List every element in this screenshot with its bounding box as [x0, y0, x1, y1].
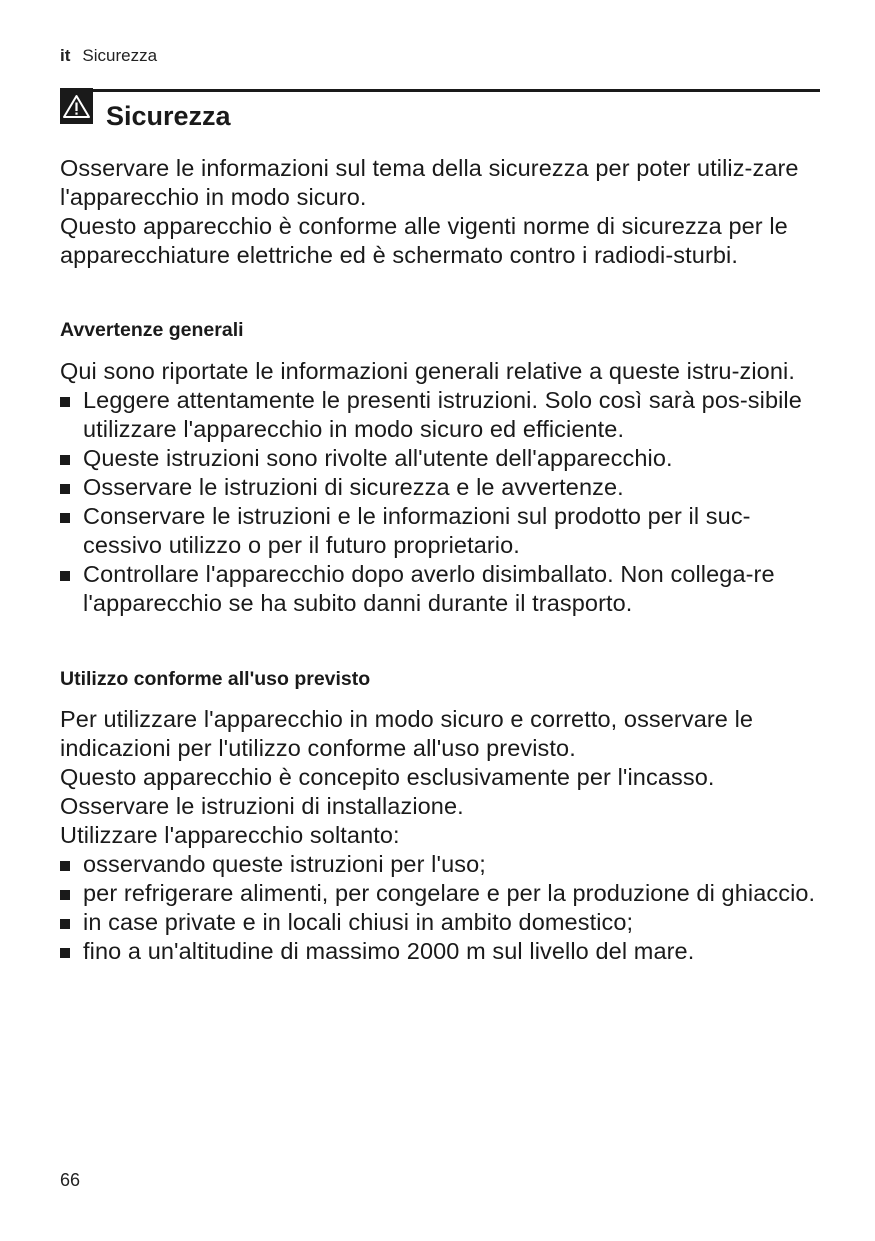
- language-code: it: [60, 46, 71, 65]
- bullet-square-icon: [60, 890, 70, 900]
- section-title: Sicurezza: [106, 101, 231, 131]
- list-item-text: per refrigerare alimenti, per congelare e per la produzione di ghiaccio.: [83, 880, 816, 906]
- list-item-text: Queste istruzioni sono rivolte all'utente dell'apparecchio.: [83, 445, 673, 471]
- list-item-text: Osservare le istruzioni di sicurezza e le avvertenze.: [83, 474, 624, 500]
- list-item-text: Controllare l'apparecchio dopo averlo disimballato. Non collega-re l'apparecchio se ha subito danni durante il trasporto.: [83, 561, 775, 616]
- running-header: [60, 46, 157, 66]
- bullet-square-icon: [60, 513, 70, 523]
- general-warnings-intro: Qui sono riportate le informazioni generali relative a queste istru-zioni.: [60, 358, 795, 384]
- general-warnings-list: [60, 386, 820, 618]
- list-item: [60, 444, 820, 473]
- intro-block: [60, 154, 820, 270]
- list-item-text: fino a un'altitudine di massimo 2000 m sul livello del mare.: [83, 938, 695, 964]
- intro-paragraph: Questo apparecchio è conforme alle vigenti norme di sicurezza per le apparecchiature elettriche ed è schermato contro i radiodi-sturbi.: [60, 213, 788, 268]
- bullet-square-icon: [60, 861, 70, 871]
- manual-page: [60, 0, 820, 1241]
- list-item: [60, 473, 820, 502]
- list-item: [60, 502, 820, 560]
- intended-use-paragraph: Osservare le istruzioni di installazione.: [60, 793, 464, 819]
- list-item: [60, 386, 820, 444]
- intro-paragraph: Osservare le informazioni sul tema della sicurezza per poter utiliz-zare l'apparecchio in modo sicuro.: [60, 155, 799, 210]
- bullet-square-icon: [60, 397, 70, 407]
- title-rule: [60, 89, 820, 92]
- intended-use-paragraph: Utilizzare l'apparecchio soltanto:: [60, 822, 400, 848]
- general-warnings-block: [60, 357, 820, 618]
- list-item-text: osservando queste istruzioni per l'uso;: [83, 851, 486, 877]
- intended-use-paragraph: Questo apparecchio è concepito esclusivamente per l'incasso.: [60, 764, 715, 790]
- list-item: [60, 560, 820, 618]
- bullet-square-icon: [60, 919, 70, 929]
- intended-use-block: [60, 705, 820, 966]
- list-item-text: in case private e in locali chiusi in ambito domestico;: [83, 909, 634, 935]
- bullet-square-icon: [60, 455, 70, 465]
- list-item-text: Conservare le istruzioni e le informazioni sul prodotto per il suc-cessivo utilizzo o per il futuro proprietario.: [83, 503, 751, 558]
- bullet-square-icon: [60, 484, 70, 494]
- general-warnings-heading: Avvertenze generali: [60, 319, 244, 341]
- bullet-square-icon: [60, 948, 70, 958]
- warning-triangle-icon: [60, 88, 93, 124]
- intended-use-heading: Utilizzo conforme all'uso previsto: [60, 668, 371, 690]
- list-item: [60, 850, 820, 879]
- list-item: [60, 937, 820, 966]
- page-number: 66: [60, 1170, 81, 1190]
- list-item: [60, 879, 820, 908]
- intended-use-paragraph: Per utilizzare l'apparecchio in modo sicuro e corretto, osservare le indicazioni per l'utilizzo conforme all'uso previsto.: [60, 706, 754, 761]
- list-item-text: Leggere attentamente le presenti istruzioni. Solo così sarà pos-sibile utilizzare l'apparecchio in modo sicuro ed efficiente.: [83, 387, 802, 442]
- bullet-square-icon: [60, 571, 70, 581]
- list-item: [60, 908, 820, 937]
- intended-use-list: [60, 850, 820, 966]
- running-header-section: Sicurezza: [82, 46, 158, 65]
